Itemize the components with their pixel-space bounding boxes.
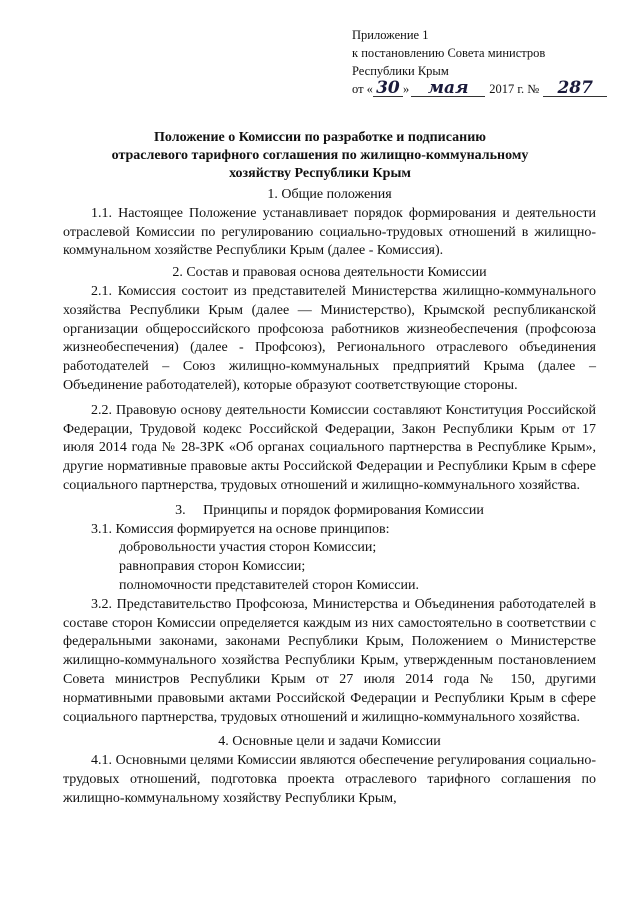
title-line-1: Положение о Комиссии по разработке и подписанию bbox=[154, 130, 486, 145]
appendix-line-2: к постановлению Совета министров bbox=[352, 46, 546, 60]
document-body bbox=[63, 186, 596, 809]
date-year: 2017 г. № bbox=[489, 82, 540, 96]
section-4-heading: 4. Основные цели и задачи Комиссии bbox=[218, 734, 441, 750]
title-line-3: хозяйству Республики Крым bbox=[229, 166, 411, 181]
paragraph-2-1: 2.1. Комиссия состоит из представителей Министерства жилищно-коммунального хозяйства Республики Крым (далее — Министерство), Крымской республиканской организации общероссийского профсоюза работников жизнеобеспечения (профсоюза жизнеобеспечения) (далее - Профсоюз), Регионального отраслевого объединения работодателей – Союз жилищно-коммунальных предприятий Крыма (далее – Объединение работодателей), которые образуют соответствующие стороны. bbox=[63, 283, 596, 393]
date-month-handwritten: мая bbox=[411, 81, 485, 97]
paragraph-2-2: 2.2. Правовую основу деятельности Комиссии составляют Конституция Российской Федерации, Трудовой кодекс Российской Федерации, Закон Республики Крым от 17 июля 2014 года № 28-ЗРК «Об органах социального партнерства в Республике Крым», другие нормативные правовые акты Российской Федерации и Республики Крым в сфере социального партнерства, трудовых отношений и жилищно-коммунального хозяйства. bbox=[63, 402, 596, 493]
appendix-line-1: Приложение 1 bbox=[352, 28, 429, 42]
title-line-2: отраслевого тарифного соглашения по жилищно-коммунальному bbox=[111, 148, 529, 163]
paragraph-3-2: 3.2. Представительство Профсоюза, Министерства и Объединения работодателей в составе сторон Комиссии определяется каждым из них самостоятельно в соответствии с федеральными законами, законами Республики Крым, Положением о Министерстве жилищно-коммунального хозяйства Республики Крым, утвержденным постановлением Совета министров Республики Крым от 27 июля 2014 года № 150, другими нормативными правовыми актами Российской Федерации и Республики Крым в сфере социального партнерства, трудовых отношений и жилищно-коммунального хозяйства. bbox=[63, 596, 596, 725]
paragraph-3-1: 3.1. Комиссия формируется на основе принципов: bbox=[91, 521, 390, 537]
list-item: равноправия сторон Комиссии; bbox=[119, 559, 306, 575]
paragraph-4-1: 4.1. Основными целями Комиссии являются обеспечение регулирования социально-трудовых отношений, подготовка проекта отраслевого тарифного соглашения по жилищно-коммунальному хозяйству Республики Крым, bbox=[63, 753, 596, 806]
principles-list bbox=[63, 539, 596, 595]
section-1-heading: 1. Общие положения bbox=[267, 187, 392, 202]
appendix-date-line bbox=[352, 80, 612, 98]
appendix-line-3: Республики Крым bbox=[352, 64, 449, 78]
list-item: полномочности представителей сторон Комиссии. bbox=[119, 577, 419, 593]
document-title bbox=[80, 129, 560, 183]
section-3-heading: 3. Принципы и порядок формирования Комиссии bbox=[175, 502, 484, 518]
document-number-handwritten: 287 bbox=[543, 81, 607, 97]
date-day-handwritten: 30 bbox=[373, 81, 403, 97]
date-separator: » bbox=[402, 82, 410, 96]
appendix-block bbox=[352, 26, 612, 98]
paragraph-1-1: 1.1. Настоящее Положение устанавливает порядок формирования и деятельности отраслевой Комиссии по регулированию социально-трудовых отношений в жилищно-коммунальном хозяйстве Республики Крым (далее - Комиссия). bbox=[63, 205, 596, 259]
date-prefix: от « bbox=[352, 82, 373, 96]
section-2-heading: 2. Состав и правовая основа деятельности Комиссии bbox=[172, 265, 487, 281]
list-item: добровольности участия сторон Комиссии; bbox=[119, 540, 377, 556]
